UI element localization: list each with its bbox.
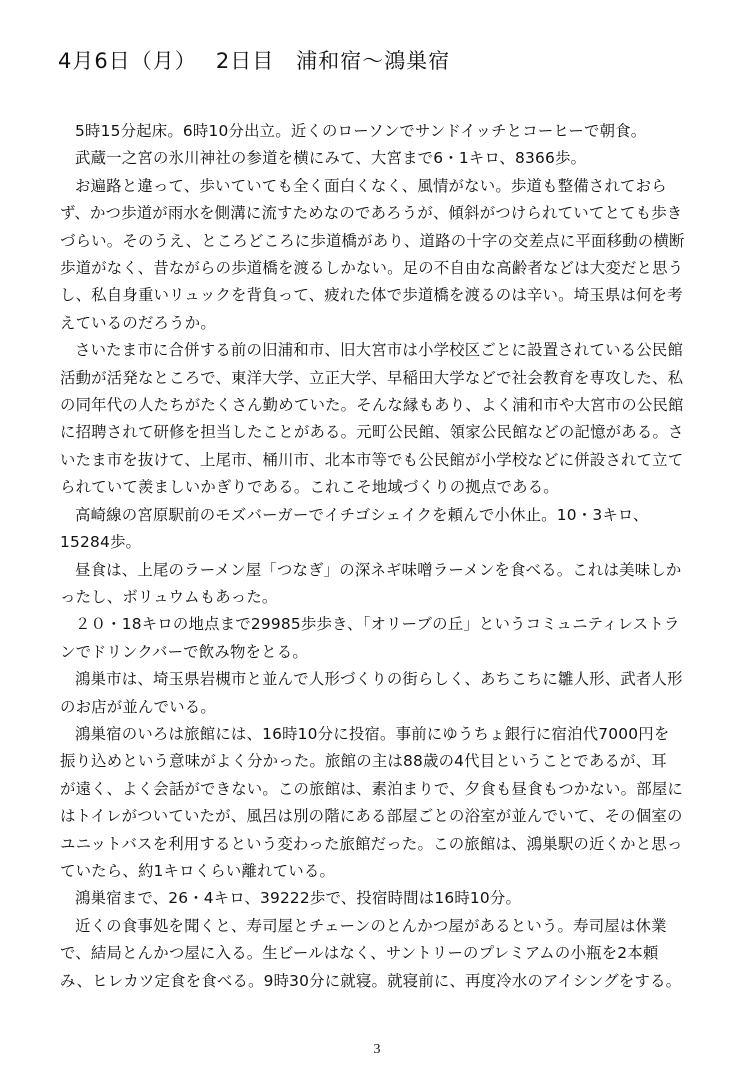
paragraph-line: 近くの食事処を聞くと、寿司屋とチェーンのとんかつ屋があるという。寿司屋は休業 xyxy=(75,916,667,935)
paragraph-line: 振り込めという意味がよく分かった。旅館の主は88歳の4代目ということであるが、耳 xyxy=(60,752,667,771)
paragraph-line: に招聘されて研修を担当したことがある。元町公民館、領家公民館などの記憶がある。さ xyxy=(60,423,684,442)
paragraph-line: し、私自身重いリュックを背負って、疲れた体で歩道橋を渡るのは辛い。埼玉県は何を考 xyxy=(60,286,683,305)
body-text xyxy=(60,118,710,995)
paragraph-line: はトイレがついていたが、風呂は別の階にある部屋ごとの浴室が並んでいて、その個室の xyxy=(60,807,683,826)
paragraph-line: 武蔵一之宮の氷川神社の参道を横にみて、大宮まで6・1キロ、8366歩。 xyxy=(75,149,587,168)
paragraph-line: 高崎線の宮原駅前のモズバーガーでイチゴシェイクを頼んで小休止。10・3キロ、 xyxy=(75,505,649,524)
paragraph-line: えているのだろうか。 xyxy=(60,313,216,332)
paragraph-line: のお店が並んでいる。 xyxy=(60,697,216,716)
paragraph-line: さいたま市に合併する前の旧浦和市、旧大宮市は小学校区ごとに設置されている公民館 xyxy=(75,341,684,360)
paragraph-line: 鴻巣市は、埼玉県岩槻市と並んで人形づくりの街らしく、あちこちに雛人形、武者人形 xyxy=(75,670,683,689)
page-number: 3 xyxy=(373,1042,381,1057)
paragraph-line: いたま市を抜けて、上尾市、桶川市、北本市等でも公民館が小学校などに併設されて立て xyxy=(60,450,684,469)
paragraph-line: み、ヒレカツ定食を食べる。9時30分に就寝。就寝前に、再度冷水のアイシングをする。 xyxy=(60,971,682,990)
paragraph-line: の同年代の人たちがたくさん勤めていた。そんな縁もあり、よく浦和市や大宮市の公民館 xyxy=(60,396,684,415)
paragraph-line: ていたら、約1キロくらい離れている。 xyxy=(60,861,336,880)
paragraph-line: 鴻巣宿まで、26・4キロ、39222歩で、投宿時間は16時10分。 xyxy=(75,889,522,908)
paragraph-line: ユニットバスを利用するという変わった旅館だった。この旅館は、鴻巣駅の近くかと思っ xyxy=(60,834,683,853)
paragraph-line: 歩道がなく、昔ながらの歩道橋を渡るしかない。足の不自由な高齢者などは大変だと思う xyxy=(60,259,684,278)
paragraph-line: ２０・18キロの地点まで29985歩歩き、「オリーブの丘」というコミュニティレストラ xyxy=(75,615,680,634)
paragraph-line: お遍路と違って、歩いていても全く面白くなく、風情がない。歩道も整備されておら xyxy=(75,176,667,195)
paragraph-line: ず、かつ歩道が雨水を側溝に流すためなのであろうが、傾斜がつけられていてとても歩き xyxy=(60,204,683,223)
paragraph-line: られていて羨ましいかぎりである。これこそ地域づくりの拠点である。 xyxy=(60,478,559,497)
paragraph-line: 昼食は、上尾のラーメン屋「つなぎ」の深ネギ味噌ラーメンを食べる。これは美味しか xyxy=(75,560,682,579)
paragraph-line: 活動が活発なところで、東洋大学、立正大学、早稲田大学などで社会教育を専攻した、私 xyxy=(60,368,684,387)
page-title: 4月6日（月） 2日目 浦和宿～鴻巣宿 xyxy=(58,49,451,73)
paragraph-line: 15284歩。 xyxy=(60,533,142,552)
paragraph-line: ンでドリンクバーで飲み物をとる。 xyxy=(60,642,308,661)
paragraph-line: 5時15分起床。6時10分出立。近くのローソンでサンドイッチとコーヒーで朝食。 xyxy=(75,122,647,140)
paragraph-line: 鴻巣宿のいろは旅館には、16時10分に投宿。事前にゆうちょ銀行に宿泊代7000円を xyxy=(75,724,670,743)
paragraph-line: が遠く、よく会話ができない。この旅館は、素泊まりで、夕食も昼食もつかない。部屋に xyxy=(60,779,684,798)
paragraph-line: づらい。そのうえ、ところどころに歩道橋があり、道路の十字の交差点に平面移動の横断 xyxy=(60,231,685,250)
paragraph-line: ったし、ボリュウムもあった。 xyxy=(60,587,278,606)
paragraph-line: で、結局とんかつ屋に入る。生ビールはなく、サントリーのプレミアムの小瓶を2本頼 xyxy=(60,944,659,963)
